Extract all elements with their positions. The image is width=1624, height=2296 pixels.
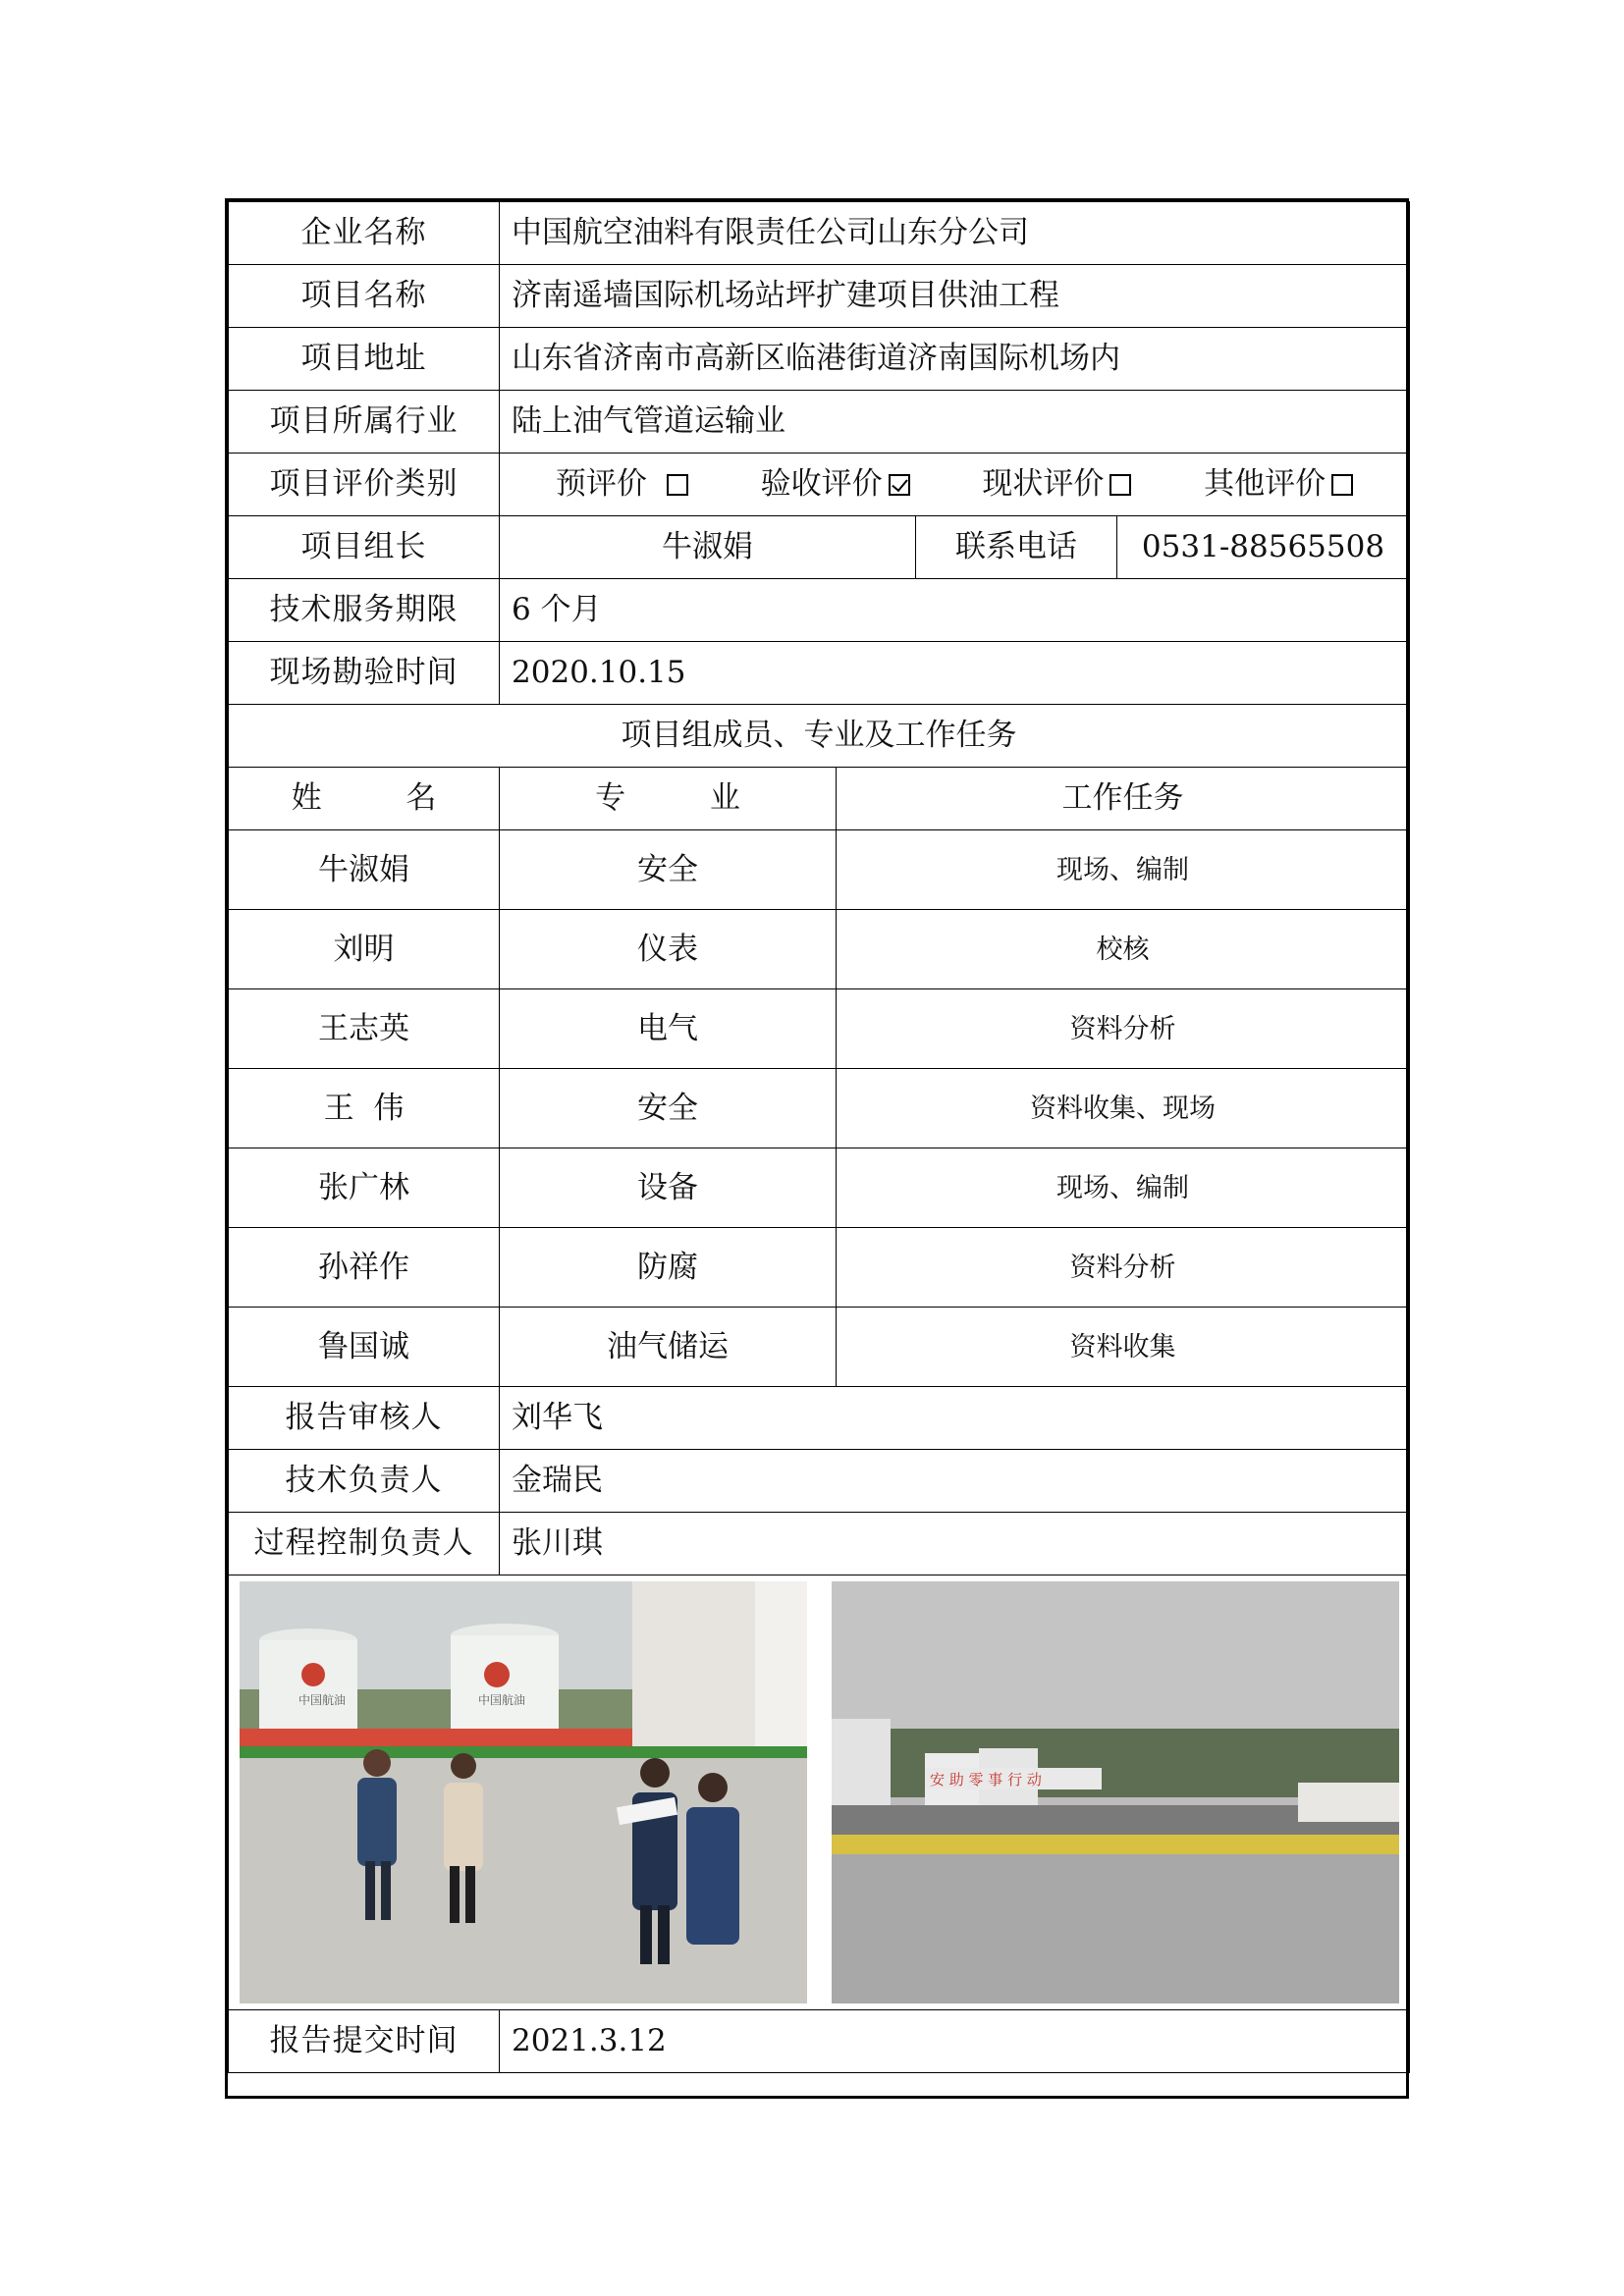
member-name: 刘明	[229, 910, 500, 989]
project-name-value: 济南遥墙国际机场站坪扩建项目供油工程	[500, 265, 1410, 328]
row-submit-date	[229, 2010, 1410, 2073]
tank-label: 中国航油	[478, 1693, 526, 1707]
photos-cell	[229, 1575, 1410, 2010]
leader-name: 牛淑娟	[500, 516, 916, 579]
row-tech-lead	[229, 1450, 1410, 1513]
period-value: 6 个月	[500, 579, 1410, 642]
table-row	[229, 1069, 1410, 1148]
tech-lead-label: 技术负责人	[229, 1450, 500, 1513]
site-photo-left-image	[240, 1581, 807, 2003]
project-name-label: 项目名称	[229, 265, 500, 328]
eval-option-other-label: 其他评价	[1204, 466, 1326, 502]
member-name: 鲁国诚	[229, 1308, 500, 1387]
phone-value: 0531-88565508	[1117, 516, 1410, 579]
row-project-name	[229, 265, 1410, 328]
site-photo-right-image	[832, 1581, 1399, 2003]
row-address	[229, 328, 1410, 391]
checkbox-current[interactable]	[1110, 474, 1131, 496]
company-value: 中国航空油料有限责任公司山东分公司	[500, 202, 1410, 265]
row-leader	[229, 516, 1410, 579]
process-lead-value: 张川琪	[500, 1513, 1410, 1575]
header-major: 专 业	[500, 768, 837, 830]
eval-option-pre[interactable]	[555, 466, 688, 502]
reviewer-label: 报告审核人	[229, 1387, 500, 1450]
table-row	[229, 989, 1410, 1069]
leader-label: 项目组长	[229, 516, 500, 579]
member-task: 现场、编制	[837, 830, 1410, 910]
eval-option-other[interactable]	[1204, 466, 1353, 502]
member-name: 孙祥作	[229, 1228, 500, 1308]
member-name: 张广林	[229, 1148, 500, 1228]
site-photo-left	[240, 1581, 807, 2003]
member-task: 资料收集、现场	[837, 1069, 1410, 1148]
member-name: 牛淑娟	[229, 830, 500, 910]
checkbox-other[interactable]	[1331, 474, 1353, 496]
tech-lead-value: 金瑞民	[500, 1450, 1410, 1513]
row-reviewer	[229, 1387, 1410, 1450]
member-major: 防腐	[500, 1228, 837, 1308]
eval-option-pre-label: 预评价	[555, 466, 647, 502]
project-info-sheet	[225, 198, 1409, 2099]
company-label: 企业名称	[229, 202, 500, 265]
table-row	[229, 830, 1410, 910]
process-lead-label: 过程控制负责人	[229, 1513, 500, 1575]
eval-option-acceptance-label: 验收评价	[760, 466, 883, 502]
member-major: 设备	[500, 1148, 837, 1228]
table-row	[229, 1228, 1410, 1308]
row-process-lead	[229, 1513, 1410, 1575]
member-task: 资料分析	[837, 989, 1410, 1069]
table-row	[229, 1308, 1410, 1387]
member-major: 电气	[500, 989, 837, 1069]
member-task: 资料收集	[837, 1308, 1410, 1387]
phone-label: 联系电话	[916, 516, 1117, 579]
survey-date-value: 2020.10.15	[500, 642, 1410, 705]
member-name: 王 伟	[229, 1069, 500, 1148]
survey-date-label: 现场勘验时间	[229, 642, 500, 705]
industry-label: 项目所属行业	[229, 391, 500, 454]
row-team-headers	[229, 768, 1410, 830]
industry-value: 陆上油气管道运输业	[500, 391, 1410, 454]
period-label: 技术服务期限	[229, 579, 500, 642]
member-major: 仪表	[500, 910, 837, 989]
member-major: 安全	[500, 1069, 837, 1148]
eval-option-current-label: 现状评价	[982, 466, 1105, 502]
row-industry	[229, 391, 1410, 454]
member-task: 现场、编制	[837, 1148, 1410, 1228]
row-survey-date	[229, 642, 1410, 705]
tank-label: 中国航油	[298, 1693, 347, 1707]
eval-option-acceptance[interactable]	[760, 466, 910, 502]
row-period	[229, 579, 1410, 642]
eval-option-current[interactable]	[982, 466, 1131, 502]
member-task: 资料分析	[837, 1228, 1410, 1308]
member-task: 校核	[837, 910, 1410, 989]
checkbox-acceptance[interactable]	[889, 474, 910, 496]
header-task: 工作任务	[837, 768, 1410, 830]
submit-date-value: 2021.3.12	[500, 2010, 1410, 2073]
submit-date-label: 报告提交时间	[229, 2010, 500, 2073]
member-name: 王志英	[229, 989, 500, 1069]
address-label: 项目地址	[229, 328, 500, 391]
address-value: 山东省济南市高新区临港街道济南国际机场内	[500, 328, 1410, 391]
member-major: 油气储运	[500, 1308, 837, 1387]
info-table	[228, 201, 1410, 2073]
row-photos	[229, 1575, 1410, 2010]
site-photo-right	[832, 1581, 1399, 2003]
team-title: 项目组成员、专业及工作任务	[229, 705, 1410, 768]
checkbox-pre[interactable]	[667, 474, 688, 496]
eval-type-options	[500, 454, 1410, 516]
table-row	[229, 1148, 1410, 1228]
eval-type-label: 项目评价类别	[229, 454, 500, 516]
row-company	[229, 202, 1410, 265]
header-name: 姓 名	[229, 768, 500, 830]
safety-banner-text: 安 助 零 事 行 动	[930, 1771, 1042, 1789]
reviewer-value: 刘华飞	[500, 1387, 1410, 1450]
row-eval-type	[229, 454, 1410, 516]
member-major: 安全	[500, 830, 837, 910]
row-team-title	[229, 705, 1410, 768]
table-row	[229, 910, 1410, 989]
